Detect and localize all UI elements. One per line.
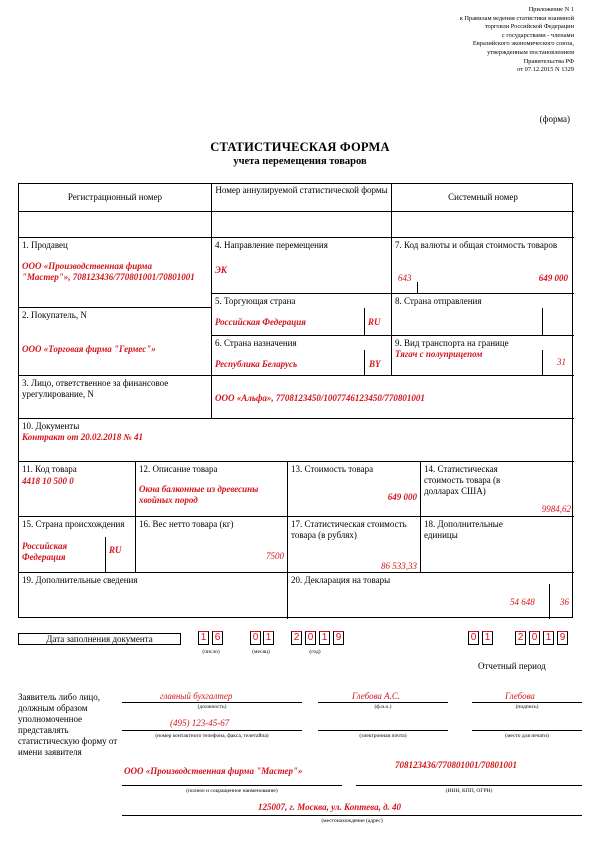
origin-box[interactable] — [19, 517, 136, 573]
period-label: Отчетный период — [478, 661, 546, 671]
appendix-line: Евразийского экономического союза, — [472, 40, 574, 48]
usd-cost-value: 9984,62 — [541, 504, 571, 514]
goods-code-value: 4418 10 500 0 — [22, 476, 74, 486]
statistical-form-table — [18, 183, 573, 618]
appendix-line: утвержденным постановлением — [487, 48, 574, 56]
address-line — [122, 815, 582, 816]
appendix-line: с государствами - членами — [501, 31, 574, 39]
period-month-digit[interactable]: 1 — [482, 631, 493, 645]
trade-country-divider — [364, 308, 365, 336]
trade-country-value: Российская Федерация — [215, 317, 306, 327]
appendix-line: от 07.12.2015 N 1329 — [517, 66, 574, 74]
year-digit[interactable]: 1 — [319, 631, 330, 645]
usd-cost-label: 14. Статистическая стоимость товара (в долларах США) — [424, 464, 501, 496]
goods-cost-box[interactable] — [288, 462, 421, 517]
trade-country-label: 5. Торгующая страна — [215, 296, 296, 306]
year-digit[interactable]: 9 — [333, 631, 344, 645]
applicant-intro: Заявитель либо лицо, должным образом уполномоченное представлять статистическую форму от имени заявителя — [18, 692, 118, 757]
currency-code: 643 — [398, 273, 412, 283]
declaration-box[interactable] — [288, 573, 574, 619]
period-year-digit[interactable]: 2 — [515, 631, 526, 645]
day-digit[interactable]: 6 — [212, 631, 223, 645]
transport-box[interactable] — [392, 336, 574, 376]
total-value: 649 000 — [538, 273, 568, 283]
extra-units-label: 18. Дополнительные единицы — [424, 519, 503, 540]
fill-date-row — [0, 629, 600, 659]
annul-number-header — [212, 184, 392, 212]
fio-value: Глебова А.С. — [352, 691, 401, 701]
phone-value: (495) 123-45-67 — [170, 718, 230, 728]
extra-info-box[interactable] — [19, 573, 288, 619]
email-line — [318, 730, 448, 731]
phone-caption: (номер контактного телефона, факса, телетайпа) — [155, 733, 269, 739]
buyer-value: ООО «Торговая фирма "Гермес"» — [22, 344, 156, 354]
signature-line — [472, 702, 582, 703]
form-note: (форма) — [539, 114, 570, 124]
declaration-value: 54 648 — [510, 597, 535, 607]
period-year-digit[interactable]: 0 — [529, 631, 540, 645]
origin-value: Российская Федерация — [22, 541, 68, 562]
declaration-divider — [549, 584, 550, 619]
departure-country-box[interactable] — [392, 294, 574, 336]
net-weight-label: 16. Вес нетто товара (кг) — [139, 519, 234, 529]
signature-caption: (подпись) — [515, 704, 539, 710]
departure-country-label: 8. Страна отправления — [395, 296, 482, 306]
reg-number-field[interactable] — [19, 212, 212, 238]
stamp-caption: (место для печати) — [505, 733, 549, 739]
reg-number-label: Регистрационный номер — [67, 192, 163, 202]
org-line — [122, 785, 342, 786]
appendix-title: Приложение N 1 — [528, 6, 574, 13]
trade-country-code: RU — [368, 317, 381, 327]
currency-box[interactable] — [392, 238, 574, 294]
inn-line — [356, 785, 582, 786]
transport-label: 9. Вид транспорта на границе — [395, 338, 509, 348]
currency-label: 7. Код валюты и общая стоимость товаров — [395, 240, 558, 250]
goods-cost-value: 649 000 — [387, 492, 417, 502]
goods-code-box[interactable] — [19, 462, 136, 517]
address-caption: (местонахождение (адрес) — [321, 818, 383, 824]
responsible-value-box[interactable] — [212, 376, 574, 419]
inn-value: 708123436/770801001/70801001 — [395, 760, 518, 770]
responsible-label: 3. Лицо, ответственное за финансовое урегулирование, N — [22, 378, 169, 399]
day-digit[interactable]: 1 — [198, 631, 209, 645]
seller-box[interactable] — [19, 238, 212, 308]
origin-code: RU — [109, 545, 122, 555]
year-digit[interactable]: 0 — [305, 631, 316, 645]
documents-label: 10. Документы — [22, 421, 80, 431]
year-caption: (год) — [309, 649, 321, 655]
departure-country-divider — [542, 308, 543, 336]
day-caption: (число) — [202, 649, 220, 655]
rub-cost-box[interactable] — [288, 517, 421, 573]
seller-label: 1. Продавец — [22, 240, 68, 250]
extra-units-box[interactable] — [421, 517, 574, 573]
appendix-line: Правительства РФ — [523, 57, 574, 65]
buyer-label: 2. Покупатель, N — [22, 310, 87, 320]
month-digit[interactable]: 0 — [250, 631, 261, 645]
form-subtitle: учета перемещения товаров — [233, 156, 367, 167]
extra-info-label: 19. Дополнительные сведения — [22, 575, 138, 585]
responsible-value: ООО «Альфа», 7708123450/1007746123450/770801001 — [215, 393, 425, 403]
fio-line — [318, 702, 448, 703]
period-month-digit[interactable]: 0 — [468, 631, 479, 645]
form-title: СТАТИСТИЧЕСКАЯ ФОРМА — [210, 140, 390, 154]
appendix-line: к Правилам ведения статистики взаимной — [459, 14, 574, 22]
org-caption: (полное и сокращенное наименование) — [186, 788, 278, 794]
period-year-digit[interactable]: 9 — [557, 631, 568, 645]
destination-code: BY — [369, 359, 381, 369]
appendix-header — [418, 6, 574, 75]
system-number-header — [392, 184, 574, 212]
destination-box[interactable] — [212, 336, 392, 376]
net-weight-value: 7500 — [266, 551, 284, 561]
position-value: главный бухгалтер — [160, 691, 233, 701]
documents-box[interactable] — [19, 419, 574, 462]
direction-box[interactable] — [212, 238, 392, 294]
position-line — [122, 702, 302, 703]
currency-divider — [417, 282, 418, 294]
goods-desc-label: 12. Описание товара — [139, 464, 218, 474]
annul-number-field[interactable] — [212, 212, 392, 238]
direction-label: 4. Направление перемещения — [215, 240, 328, 250]
org-value: ООО «Производственная фирма "Мастер"» — [124, 766, 303, 776]
declaration-code: 36 — [560, 597, 569, 607]
position-caption: (должность) — [197, 704, 227, 710]
transport-value: Тягач с полуприцепом — [395, 349, 483, 359]
declaration-label: 20. Декларация на товары — [291, 575, 391, 585]
destination-value: Республика Беларусь — [215, 359, 298, 369]
goods-desc-value: Окна балконные из древесины хвойных пород — [139, 484, 259, 505]
fio-caption: (ф.и.о.) — [374, 704, 392, 710]
origin-divider — [105, 537, 106, 573]
fill-date-label: Дата заполнения документа — [18, 633, 181, 645]
direction-value: ЭК — [215, 265, 227, 275]
rub-cost-value: 86 533,33 — [381, 561, 417, 571]
annul-number-label: Номер аннулируемой статистической формы — [215, 185, 388, 195]
address-value: 125007, г. Москва, ул. Коптева, д. 40 — [258, 802, 402, 812]
appendix-line: торговли Российской Федерации — [484, 23, 574, 31]
trade-country-box[interactable] — [212, 294, 392, 336]
origin-label: 15. Страна происхождения — [22, 519, 125, 529]
year-digit[interactable]: 2 — [291, 631, 302, 645]
system-number-label: Системный номер — [448, 192, 518, 202]
inn-caption: (ИНН, КПП, ОГРН) — [445, 788, 493, 794]
goods-desc-box[interactable] — [136, 462, 288, 517]
reg-number-header — [19, 184, 212, 212]
signature-value: Глебова — [505, 691, 535, 701]
email-caption: (электронная почта) — [359, 733, 407, 739]
destination-label: 6. Страна назначения — [215, 338, 297, 348]
destination-divider — [364, 350, 365, 376]
seller-value: ООО «Производственная фирма "Мастер"», 708123436/770801001/70801001 — [22, 261, 195, 282]
buyer-box[interactable] — [19, 308, 212, 376]
usd-cost-box[interactable] — [421, 462, 574, 517]
phone-line — [122, 730, 302, 731]
goods-cost-label: 13. Стоимость товара — [291, 464, 374, 474]
net-weight-box[interactable] — [136, 517, 288, 573]
month-digit[interactable]: 1 — [263, 631, 274, 645]
month-caption: (месяц) — [252, 649, 270, 655]
period-year-digit[interactable]: 1 — [543, 631, 554, 645]
transport-divider — [542, 350, 543, 376]
goods-code-label: 11. Код товара — [22, 464, 77, 474]
responsible-box[interactable] — [19, 376, 212, 419]
transport-code: 31 — [557, 357, 566, 367]
rub-cost-label: 17. Статистическая стоимость товара (в рублях) — [291, 519, 407, 540]
system-number-field[interactable] — [392, 212, 574, 238]
documents-value: Контракт от 20.02.2018 № 41 — [22, 432, 143, 442]
stamp-line — [472, 730, 582, 731]
